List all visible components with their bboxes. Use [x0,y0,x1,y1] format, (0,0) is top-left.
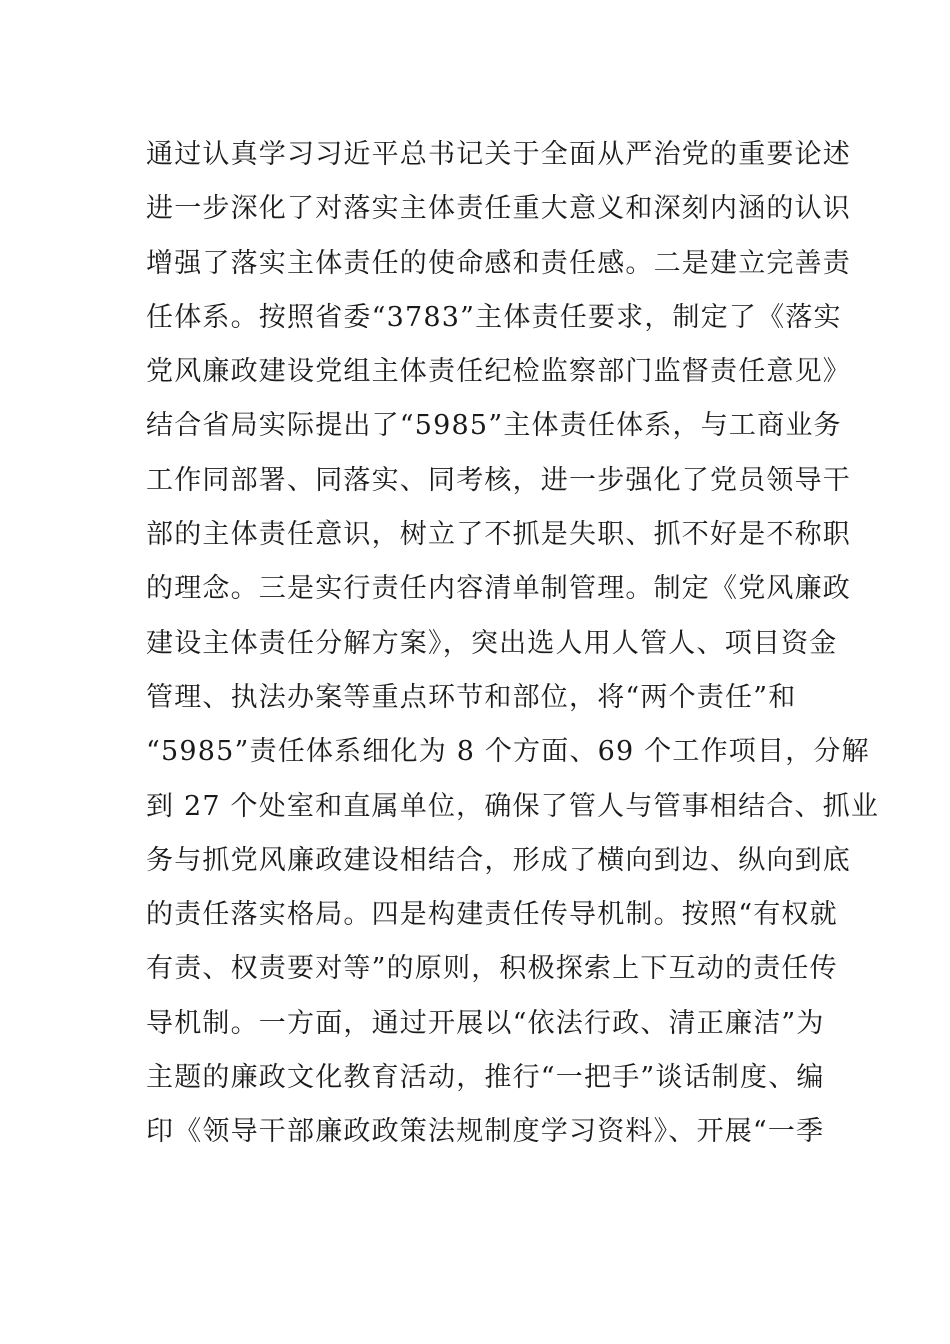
text-line: 管理、执法办案等重点环节和部位，将“两个责任”和 [146,681,797,713]
text-line: 任体系。按照省委“3783”主体责任要求，制定了《落实 [146,301,842,333]
text-line: 建设主体责任分解方案》，突出选人用人管人、项目资金 [146,627,838,659]
text-line: 印《领导干部廉政政策法规制度学习资料》、开展“一季 [146,1116,825,1148]
text-line: 通过认真学习习近平总书记关于全面从严治党的重要论述 [146,139,851,170]
text-line: 的理念。三是实行责任内容清单制管理。制定《党风廉政 [146,573,851,605]
text-line: 结合省局实际提出了“5985”主体责任体系，与工商业务 [146,410,842,442]
text-line: 的责任落实格局。四是构建责任传导机制。按照“有权就 [146,899,838,931]
text-line: 部的主体责任意识，树立了不抓是失职、抓不好是不称职 [146,519,851,551]
body-paragraph [146,128,880,1160]
text-line: 导机制。一方面，通过开展以“依法行政、清正廉洁”为 [146,1007,825,1039]
text-line: 进一步深化了对落实主体责任重大意义和深刻内涵的认识 [146,193,851,225]
text-line: 增强了落实主体责任的使命感和责任感。二是建立完善责 [146,247,851,279]
text-line: “5985”责任体系细化为 8 个方面、69 个工作项目，分解 [146,736,870,768]
text-line: 到 27 个处室和直属单位，确保了管人与管事相结合、抓业 [146,790,880,822]
text-line: 工作同部署、同落实、同考核，进一步强化了党员领导干 [146,464,851,496]
text-line: 有责、权责要对等”的原则，积极探索上下互动的责任传 [146,953,838,985]
text-line: 党风廉政建设党组主体责任纪检监察部门监督责任意见》 [146,356,851,388]
text-line: 主题的廉政文化教育活动，推行“一把手”谈话制度、编 [146,1062,825,1094]
text-line: 务与抓党风廉政建设相结合，形成了横向到边、纵向到底 [146,844,851,876]
